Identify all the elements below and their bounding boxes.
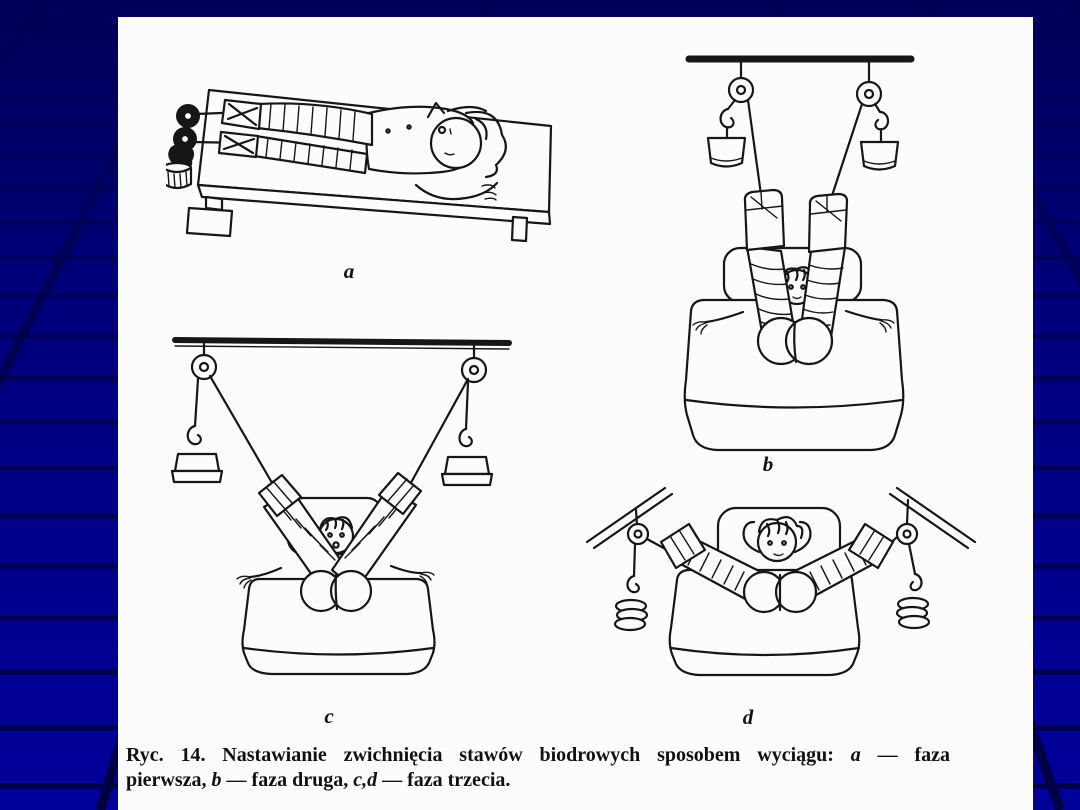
figure-a-drawing (166, 55, 606, 285)
caption-ref-cd: c,d (353, 769, 378, 791)
figure-b-drawing (681, 50, 921, 490)
child-patient (661, 517, 893, 675)
caption-ref-b: b (211, 769, 222, 791)
figure-caption (126, 743, 950, 793)
scanned-figure-panel (118, 17, 1033, 810)
caption-text: — faza trzecia. (377, 769, 511, 791)
pulleys (729, 62, 881, 106)
caption-figure-number: Ryc. 14. (126, 744, 206, 766)
figure-label-c: c (324, 704, 334, 728)
caption-ref-a: a (850, 744, 861, 766)
caption-line-1 (126, 743, 950, 768)
caption-text: — faza (860, 744, 950, 766)
hanging-weights (166, 144, 194, 189)
traction-ropes (210, 376, 468, 490)
figure-label-b: b (762, 452, 774, 476)
caption-text: — faza druga, (221, 769, 354, 791)
pulleys (192, 344, 486, 382)
pulley-wheels (173, 104, 200, 151)
caption-text: pierwsza, (126, 769, 212, 791)
overhead-bar (175, 340, 509, 349)
caption-text: Nastawianie zwichnięcia stawów biodrowych sposobem wyciągu: (205, 744, 851, 766)
caption-line-2 (126, 768, 950, 793)
figure-label-a: a (343, 259, 355, 283)
figure-c-drawing (161, 330, 521, 730)
figure-label-d: d (742, 705, 754, 729)
figure-d-drawing (571, 480, 991, 730)
hanging-weights (708, 100, 898, 170)
